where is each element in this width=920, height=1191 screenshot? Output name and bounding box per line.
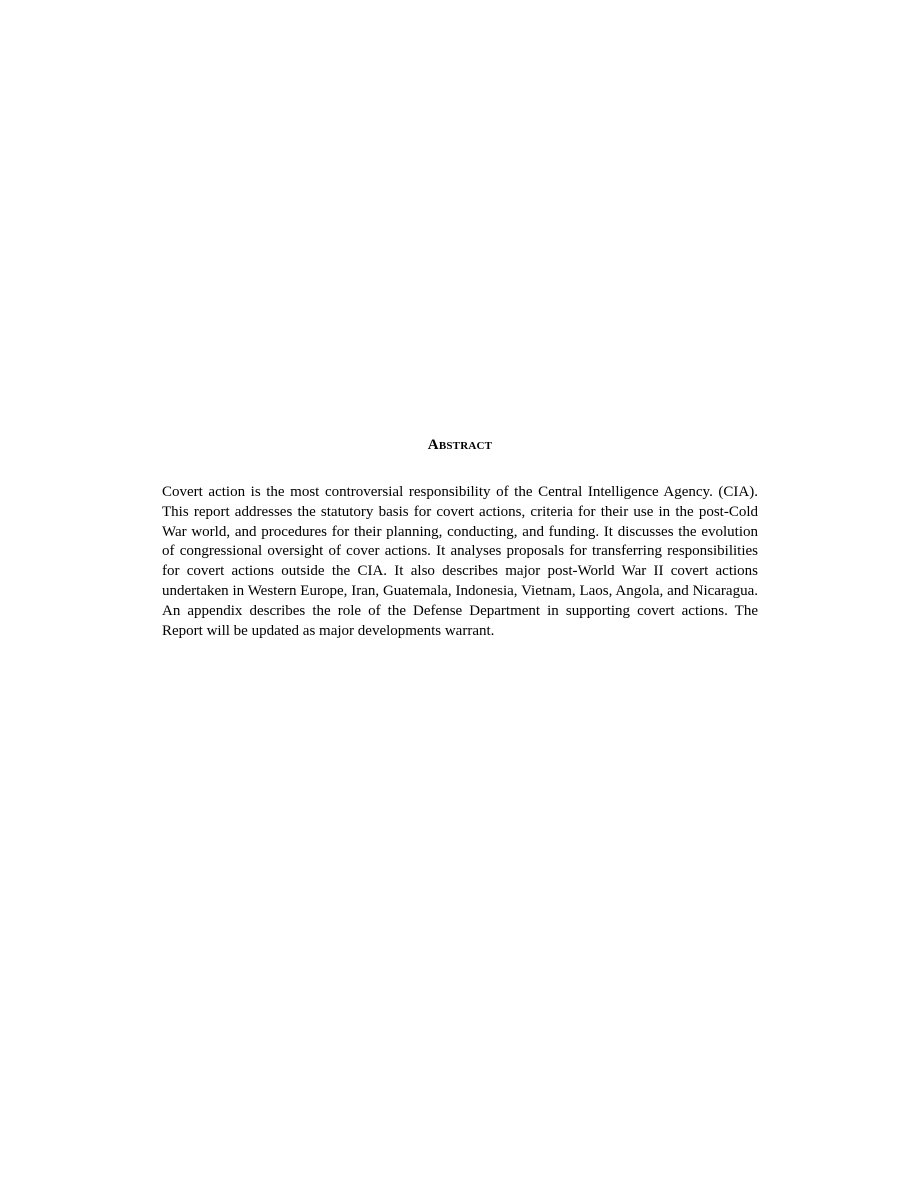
abstract-heading: Abstract [427,437,493,453]
abstract-paragraph: Covert action is the most controversial responsibility of the Central Intelligence Agency. (CIA). This report addresses the statutory basis for covert actions, criteria for their use in the post-Cold War world, and procedures for their planning, conducting, and funding. It discusses the evolution of congressional oversight of cover actions. It analyses proposals for transferring responsibilities for covert actions outside the CIA. It also describes major post-World War II covert actions undertaken in Western Europe, Iran, Guatemala, Indonesia, Vietnam, Laos, Angola, and Nicaragua. An appendix describes the role of the Defense Department in supporting covert actions. The Report will be updated as major developments warrant. [162,484,758,639]
abstract-section [162,436,758,641]
